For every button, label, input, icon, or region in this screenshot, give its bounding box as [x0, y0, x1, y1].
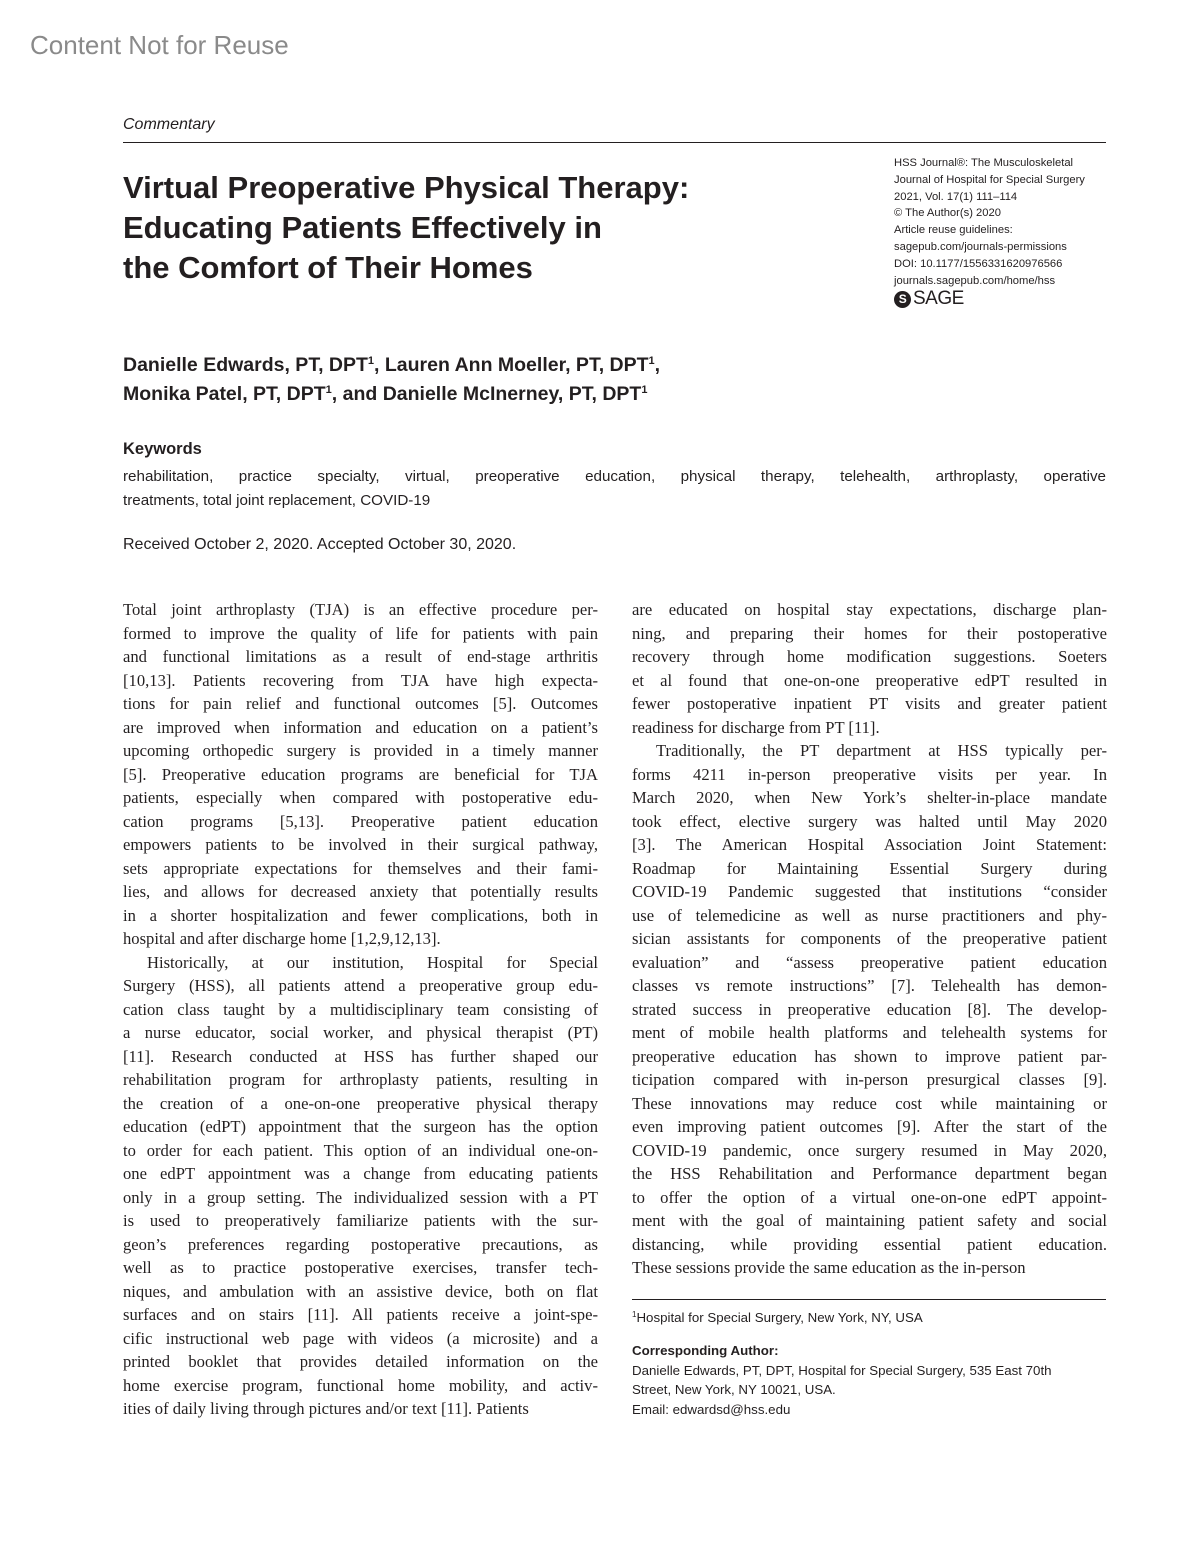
- body-text-line: the HSS Rehabilitation and Performance department began: [632, 1164, 1107, 1183]
- body-text-line: strated success in preoperative education [8]. The develop-: [632, 999, 1107, 1019]
- doi[interactable]: DOI: 10.1177/1556331620976566: [894, 257, 1063, 270]
- body-text-line: March 2020, when New York’s shelter-in-place mandate: [632, 788, 1107, 807]
- permissions-link[interactable]: sagepub.com/journals-permissions: [894, 240, 1067, 253]
- body-text-line: geon’s preferences regarding postoperative precautions, as: [123, 1234, 598, 1254]
- journal-home-link[interactable]: journals.sagepub.com/home/hss: [894, 274, 1056, 287]
- body-text-line: well as to practice postoperative exercises, transfer tech-: [123, 1258, 598, 1277]
- body-text-line: even improving patient outcomes [9]. After the start of the: [632, 1117, 1107, 1136]
- body-text-line: only in a group setting. The individualized session with a PT: [123, 1187, 598, 1207]
- corresponding-email[interactable]: Email: edwardsd@hss.edu: [632, 1401, 791, 1417]
- article-title: [123, 168, 823, 288]
- body-text-line: and functional limitations as a result of end-stage arthritis: [123, 647, 598, 666]
- body-text-line: to offer the option of a virtual one-on-one edPT appoint-: [632, 1187, 1107, 1207]
- author-name: Lauren Ann Moeller, PT, DPT: [384, 354, 649, 376]
- body-text-line: hospital and after discharge home [1,2,9,12,13].: [123, 929, 441, 948]
- body-text-line: recovery through home modification suggestions. Soeters: [632, 647, 1107, 666]
- body-text-line: upcoming orthopedic surgery is provided in a timely manner: [123, 741, 598, 760]
- journal-name-cont: Journal of Hospital for Special Surgery: [894, 173, 1085, 186]
- body-column-left: [123, 598, 598, 1421]
- body-text-line: Roadmap for Maintaining Essential Surgery during: [632, 858, 1107, 878]
- corresponding-author: [632, 1341, 1106, 1419]
- body-text-line: lies, and allows for decreased anxiety that potentially results: [123, 882, 598, 901]
- affiliation-marker: 1: [367, 355, 375, 367]
- title-line: Virtual Preoperative Physical Therapy:: [123, 170, 690, 205]
- body-text-line: evaluation” and “assess preoperative patient education: [632, 952, 1107, 972]
- body-text-line: Traditionally, the PT department at HSS typically per-: [656, 741, 1107, 760]
- body-text-line: are educated on hospital stay expectations, discharge plan-: [632, 600, 1107, 619]
- header-rule: [123, 142, 1106, 143]
- body-text-line: sets appropriate expectations for themselves and their fami-: [123, 858, 598, 878]
- body-text-line: [11]. Research conducted at HSS has further shaped our: [123, 1046, 598, 1066]
- keywords-line: rehabilitation, practice specialty, virtual, preoperative education, physical therapy, telehealth, arthroplasty, operative: [123, 468, 1106, 485]
- affiliation-footnote: [632, 1308, 923, 1328]
- sage-logo: [894, 288, 1134, 310]
- body-text-line: a nurse educator, social worker, and physical therapist (PT): [123, 1023, 598, 1042]
- watermark: Content Not for Reuse: [30, 30, 289, 60]
- body-text-line: the creation of a one-on-one preoperative physical therapy: [123, 1093, 598, 1113]
- author-line: [123, 380, 923, 409]
- body-text-line: readiness for discharge from PT [11].: [632, 717, 880, 737]
- corresponding-line: Street, New York, NY 10021, USA.: [632, 1382, 836, 1397]
- reuse-label: Article reuse guidelines:: [894, 224, 1013, 237]
- body-text-line: took effect, elective surgery was halted until May 2020: [632, 811, 1107, 831]
- corresponding-line: Danielle Edwards, PT, DPT, Hospital for Special Surgery, 535 East 70th: [632, 1362, 1052, 1378]
- body-text-line: COVID-19 Pandemic suggested that institutions “consider: [632, 882, 1107, 901]
- title-line: the Comfort of Their Homes: [123, 250, 533, 285]
- body-text-line: ment with the goal of maintaining patient safety and social: [632, 1211, 1107, 1230]
- body-text-line: formed to improve the quality of life for patients with pain: [123, 623, 598, 643]
- body-text-line: printed booklet that provides detailed information on the: [123, 1352, 598, 1371]
- body-text-line: one edPT appointment was a change from educating patients: [123, 1164, 598, 1183]
- author-list: [123, 351, 923, 409]
- body-text-line: Historically, at our institution, Hospital for Special: [147, 952, 598, 972]
- body-text-line: is used to preoperatively familiarize patients with the sur-: [123, 1211, 598, 1230]
- journal-name: HSS Journal®: The Musculoskeletal: [894, 157, 1074, 169]
- body-text-line: distancing, while providing essential patient education.: [632, 1234, 1107, 1254]
- footnote-rule: [632, 1299, 1106, 1300]
- body-text-line: forms 4211 in-person preoperative visits per year. In: [632, 764, 1107, 784]
- affiliation-marker: 1: [325, 384, 332, 396]
- body-text-line: fewer postoperative inpatient PT visits and greater patient: [632, 694, 1107, 713]
- body-text-line: ticipation compared with in-person presurgical classes [9].: [632, 1070, 1107, 1089]
- body-text-line: Total joint arthroplasty (TJA) is an effective procedure per-: [123, 600, 598, 619]
- body-text-line: Surgery (HSS), all patients attend a preoperative group edu-: [123, 976, 598, 995]
- journal-volume: 2021, Vol. 17(1) 111–114: [894, 190, 1018, 203]
- body-text-line: classes vs remote instructions” [7]. Telehealth has demon-: [632, 976, 1107, 995]
- sage-icon: S: [894, 291, 911, 308]
- author-separator: ,: [374, 354, 385, 376]
- received-dates: Received October 2, 2020. Accepted October 30, 2020.: [123, 536, 517, 553]
- section-label: Commentary: [123, 116, 215, 133]
- affiliation-marker: 1: [648, 355, 655, 367]
- body-text-line: surfaces and on stairs [11]. All patients receive a joint-spe-: [123, 1305, 598, 1324]
- affiliation-marker: 1: [641, 384, 648, 396]
- body-text-line: cific instructional web page with videos (a microsite) and a: [123, 1328, 598, 1348]
- body-text-line: These innovations may reduce cost while maintaining or: [632, 1093, 1107, 1113]
- copyright: © The Author(s) 2020: [894, 207, 1001, 220]
- author-name: Danielle McInerney, PT, DPT: [382, 383, 642, 405]
- body-text-line: are improved when information and education on a patient’s: [123, 717, 598, 737]
- body-text-line: sician assistants for components of the preoperative patient: [632, 929, 1107, 948]
- body-text-line: home exercise program, functional home mobility, and activ-: [123, 1375, 598, 1395]
- body-text-line: ities of daily living through pictures and/or text [11]. Patients: [123, 1399, 529, 1418]
- corresponding-heading: Corresponding Author:: [632, 1343, 779, 1358]
- author-line: [123, 351, 923, 380]
- body-text-line: niques, and ambulation with an assistive device, both on flat: [123, 1281, 598, 1301]
- body-text-line: cation programs [5,13]. Preoperative patient education: [123, 811, 598, 831]
- body-text-line: et al found that one-on-one preoperative edPT resulted in: [632, 670, 1107, 690]
- body-text-line: tions for pain relief and functional outcomes [5]. Outcomes: [123, 694, 598, 713]
- author-separator: ,: [654, 354, 661, 376]
- keywords-text: [123, 465, 1106, 512]
- sage-wordmark: SAGE: [913, 288, 964, 310]
- body-text-line: preoperative education has shown to improve patient par-: [632, 1046, 1107, 1066]
- body-text-line: ment of mobile health platforms and telehealth systems for: [632, 1023, 1107, 1042]
- affiliation-marker: 1: [632, 1310, 637, 1319]
- body-text-line: [5]. Preoperative education programs are beneficial for TJA: [123, 764, 598, 784]
- body-text-line: [3]. The American Hospital Association Joint Statement:: [632, 835, 1107, 854]
- body-text-line: use of telemedicine as well as nurse practitioners and phy-: [632, 905, 1107, 925]
- body-column-right: [632, 598, 1107, 1280]
- body-text-line: cation class taught by a multidisciplinary team consisting of: [123, 999, 598, 1019]
- body-text-line: COVID-19 pandemic, once surgery resumed in May 2020,: [632, 1140, 1107, 1160]
- author-separator: , and: [331, 383, 383, 405]
- body-text-line: to order for each patient. This option of an individual one-on-: [123, 1140, 598, 1160]
- body-text-line: education (edPT) appointment that the surgeon has the option: [123, 1117, 598, 1136]
- author-name: Monika Patel, PT, DPT: [123, 383, 326, 405]
- title-line: Educating Patients Effectively in: [123, 210, 602, 245]
- affiliation-text: Hospital for Special Surgery, New York, NY, USA: [636, 1310, 923, 1325]
- body-text-line: [10,13]. Patients recovering from TJA have high expecta-: [123, 670, 598, 690]
- body-text-line: in a shorter hospitalization and fewer complications, both in: [123, 905, 598, 925]
- body-text-line: ning, and preparing their homes for their postoperative: [632, 623, 1107, 643]
- body-text-line: rehabilitation program for arthroplasty patients, resulting in: [123, 1070, 598, 1089]
- body-text-line: patients, especially when compared with postoperative edu-: [123, 788, 598, 807]
- body-text-line: These sessions provide the same education as the in-person: [632, 1258, 1026, 1277]
- author-name: Danielle Edwards, PT, DPT: [123, 354, 368, 376]
- journal-info: [894, 155, 1134, 308]
- body-text-line: empowers patients to be involved in their surgical pathway,: [123, 835, 598, 854]
- keywords-line: treatments, total joint replacement, COVID-19: [123, 491, 431, 509]
- keywords-heading: Keywords: [123, 440, 202, 458]
